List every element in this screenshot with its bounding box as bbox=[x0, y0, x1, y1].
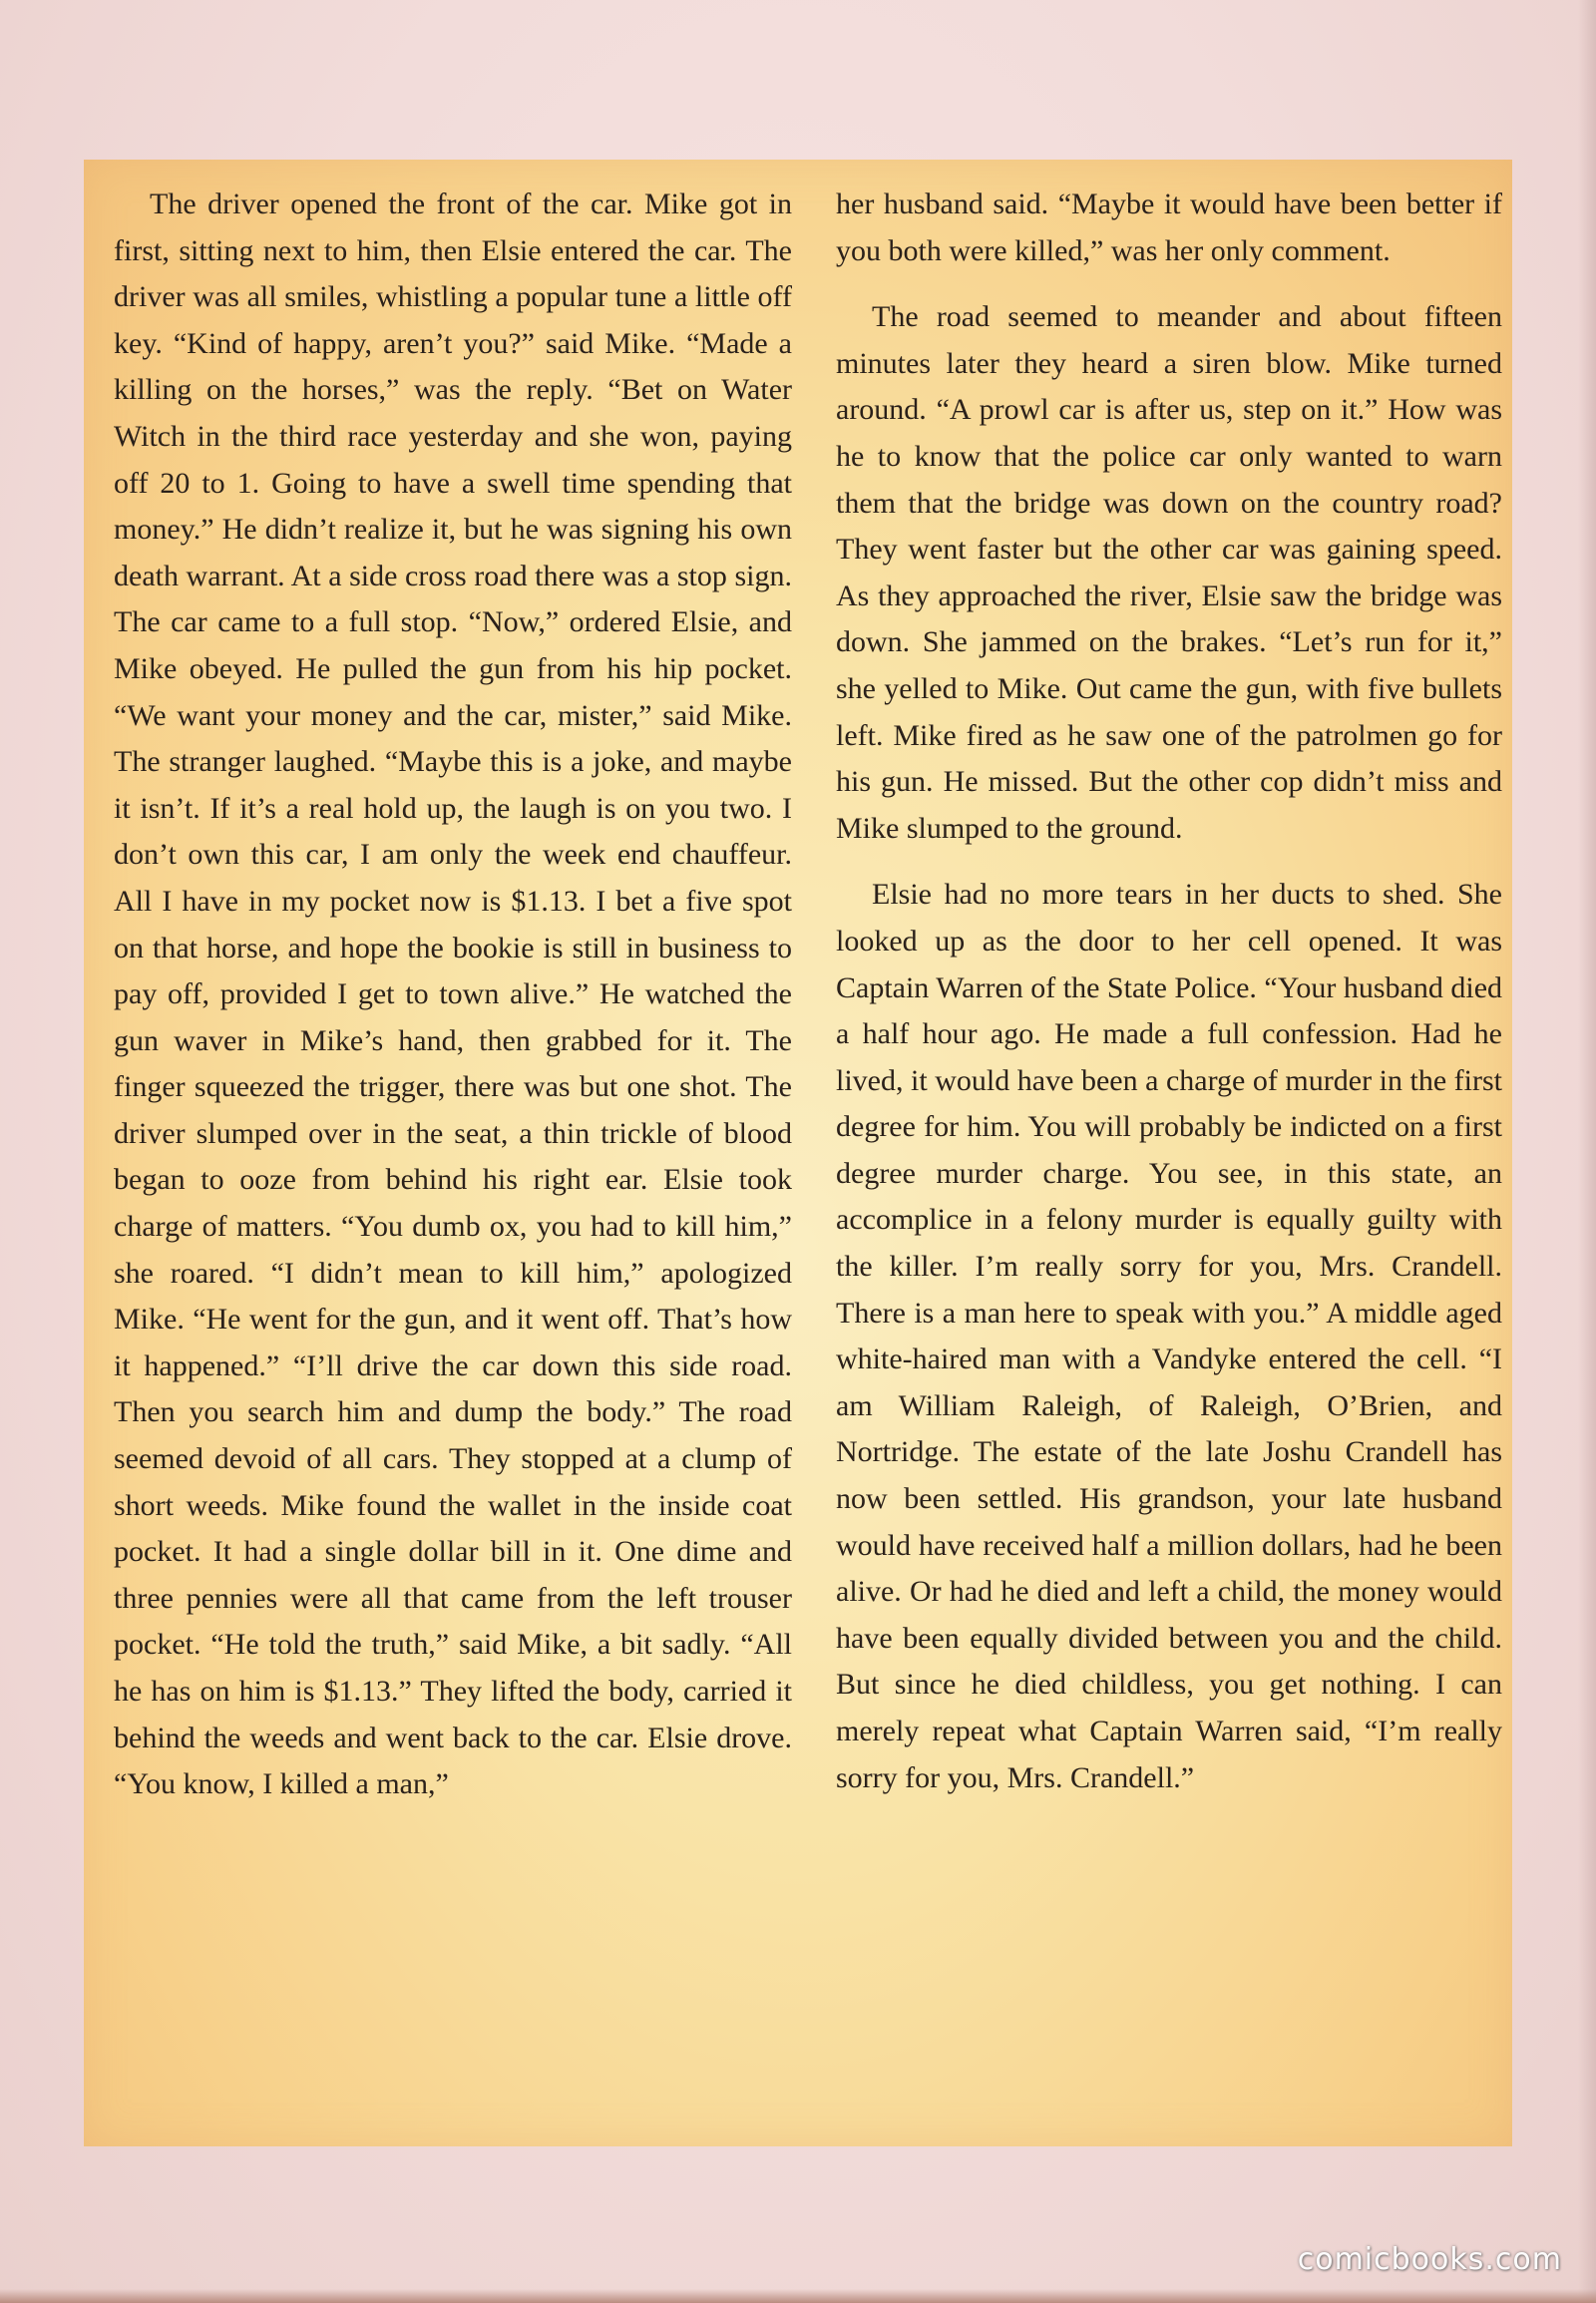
story-paragraph: Elsie had no more tears in her ducts to shed. She looked up as the door to her cell opened. It was Captain Warren of the State Police. “Your husband died a half hour ago. He made a full confession. Had he lived, it would have been a charge of murder in the first degree for him. You will probably be indicted on a first degree murder charge. You see, in this state, an accomplice in a felony murder is equally guilty with the killer. I’m really sorry for you, Mrs. Crandell. There is a man here to speak with you.” A middle aged white-haired man with a Vandyke entered the cell. “I am William Raleigh, of Raleigh, O’Brien, and Nortridge. The estate of the late Joshu Crandell has now been settled. His grandson, your late husband would have received half a million dollars, had he been alive. Or had he died and left a child, the money would have been equally divided between you and the child. But since he died childless, you get nothing. I can merely repeat what Captain Warren said, “I’m really sorry for you, Mrs. Crandell.” bbox=[836, 878, 1503, 1794]
left-text-column bbox=[114, 182, 792, 1808]
story-paragraph: The driver opened the front of the car. Mike got in first, sitting next to him, then Elsie entered the car. The driver was all smiles, whistling a popular tune a little off key. “Kind of happy, aren’t you?” said Mike. “Made a killing on the horses,” was the reply. “Bet on Water Witch in the third race yesterday and she won, paying off 20 to 1. Going to have a swell time spending that money.” He didn’t realize it, but he was signing his own death warrant. At a side cross road there was a stop sign. The car came to a full stop. “Now,” ordered Elsie, and Mike obeyed. He pulled the gun from his hip pocket. “We want your money and the car, mister,” said Mike. The stranger laughed. “Maybe this is a joke, and maybe it isn’t. If it’s a real hold up, the laugh is on you two. I don’t own this car, I am only the week end chauffeur. All I have in my pocket now is $1.13. I bet a five spot on that horse, and hope the bookie is still in business to pay off, provided I get to town alive.” He watched the gun waver in Mike’s hand, then grabbed for it. The finger squeezed the trigger, there was but one shot. The driver slumped over in the seat, a thin trickle of blood began to ooze from behind his right ear. Elsie took charge of matters. “You dumb ox, you had to kill him,” she roared. “I didn’t mean to kill him,” apologized Mike. “He went for the gun, and it went off. That’s how it happened.” “I’ll drive the car down this side road. Then you search him and dump the body.” The road seemed devoid of all cars. They stopped at a clump of short weeds. Mike found the wallet in the inside coat pocket. It had a single dollar bill in it. One dime and three pennies were all that came from the left trouser pocket. “He told the truth,” said Mike, a bit sadly. “All he has on him is $1.13.” They lifted the body, carried it behind the weeds and went back to the car. Elsie drove. “You know, I killed a man,” bbox=[114, 188, 792, 1801]
watermark-text: comicbooks.com bbox=[1297, 2242, 1562, 2277]
story-paragraph: her husband said. “Maybe it would have been better if you both were killed,” was her only comment. bbox=[836, 188, 1502, 267]
right-text-column bbox=[836, 182, 1502, 1801]
story-text-panel bbox=[84, 160, 1512, 2146]
page-edge bbox=[1578, 0, 1596, 2303]
page-bottom-edge bbox=[0, 2289, 1596, 2303]
story-paragraph: The road seemed to meander and about fifteen minutes later they heard a siren blow. Mike turned around. “A prowl car is after us, step on it.” How was he to know that the police car only wanted to warn them that the bridge was down on the country road? They went faster but the other car was gaining speed. As they approached the river, Elsie saw the bridge was down. She jammed on the brakes. “Let’s run for it,” she yelled to Mike. Out came the gun, with five bullets left. Mike fired as he saw one of the patrolmen go for his gun. He missed. But the other cop didn’t miss and Mike slumped to the ground. bbox=[836, 300, 1502, 845]
